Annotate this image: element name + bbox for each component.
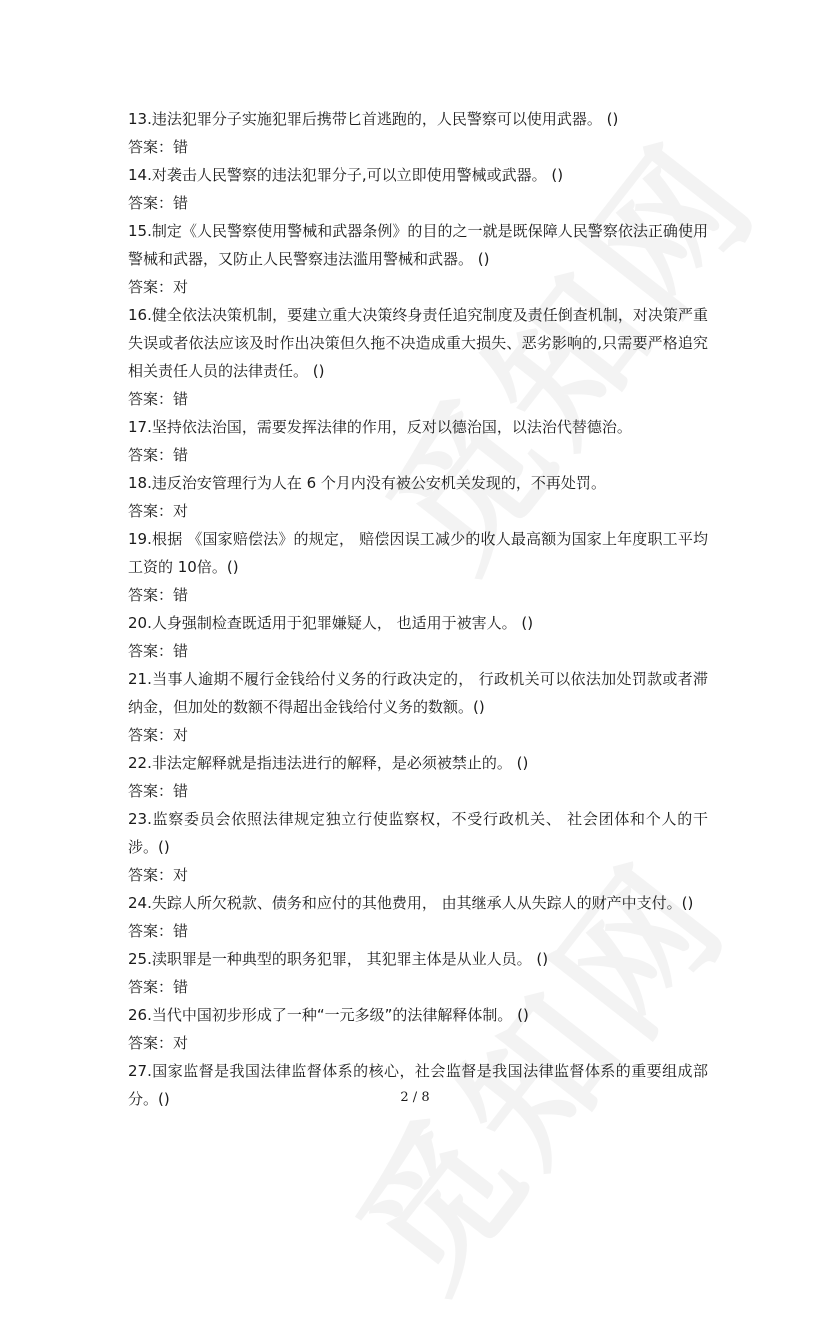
answer-15: 答案：对 bbox=[128, 278, 189, 296]
question-18: 18.违反治安管理行为人在 6 个月内没有被公安机关发现的，不再处罚。 bbox=[128, 474, 606, 492]
question-14: 14.对袭击人民警察的违法犯罪分子,可以立即使用警械或武器。 () bbox=[128, 166, 564, 184]
answer-13: 答案：错 bbox=[128, 138, 189, 156]
question-16: 16.健全依法决策机制，要建立重大决策终身责任追究制度及责任倒查机制，对决策严重失误或者依法应该及时作出决策但久拖不决造成重大损失、恶劣影响的,只需要严格追究相关责任人员的法律责任。 () bbox=[128, 306, 708, 380]
answer-26: 答案：对 bbox=[128, 1034, 189, 1052]
question-23: 23.监察委员会依照法律规定独立行使监察权，不受行政机关、 社会团体和个人的干涉。() bbox=[128, 810, 708, 856]
answer-24: 答案：错 bbox=[128, 922, 189, 940]
question-27: 27.国家监督是我国法律监督体系的核心，社会监督是我国法律监督体系的重要组成部分。() bbox=[128, 1062, 708, 1108]
answer-22: 答案：错 bbox=[128, 782, 189, 800]
question-26: 26.当代中国初步形成了一种“一元多级”的法律解释体制。 () bbox=[128, 1006, 529, 1024]
answer-20: 答案：错 bbox=[128, 642, 189, 660]
answer-19: 答案：错 bbox=[128, 586, 189, 604]
question-24: 24.失踪人所欠税款、债务和应付的其他费用， 由其继承人从失踪人的财产中支付。() bbox=[128, 894, 694, 912]
answer-21: 答案：对 bbox=[128, 726, 189, 744]
answer-18: 答案：对 bbox=[128, 502, 189, 520]
question-25: 25.渎职罪是一种典型的职务犯罪， 其犯罪主体是从业人员。 () bbox=[128, 950, 549, 968]
answer-25: 答案：错 bbox=[128, 978, 189, 996]
answer-23: 答案：对 bbox=[128, 866, 189, 884]
question-13: 13.违法犯罪分子实施犯罪后携带匕首逃跑的，人民警察可以使用武器。 () bbox=[128, 110, 619, 128]
page-number: 2 / 8 bbox=[400, 1090, 430, 1105]
question-22: 22.非法定解释就是指违法进行的解释，是必须被禁止的。 () bbox=[128, 754, 529, 772]
question-17: 17.坚持依法治国，需要发挥法律的作用，反对以德治国，以法治代替德治。 bbox=[128, 418, 632, 436]
answer-16: 答案：错 bbox=[128, 390, 189, 408]
question-21: 21.当事人逾期不履行金钱给付义务的行政决定的， 行政机关可以依法加处罚款或者滞纳金，但加处的数额不得超出金钱给付义务的数额。() bbox=[128, 670, 708, 716]
question-19: 19.根据 《国家赔偿法》的规定， 赔偿因误工减少的收人最高额为国家上年度职工平均工资的 10倍。() bbox=[128, 530, 708, 576]
document-body bbox=[128, 105, 708, 1113]
question-20: 20.人身强制检查既适用于犯罪嫌疑人， 也适用于被害人。 () bbox=[128, 614, 534, 632]
answer-14: 答案：错 bbox=[128, 194, 189, 212]
question-15: 15.制定《人民警察使用警械和武器条例》的目的之一就是既保障人民警察依法正确使用警械和武器，又防止人民警察违法滥用警械和武器。 () bbox=[128, 222, 708, 268]
answer-17: 答案：错 bbox=[128, 446, 189, 464]
